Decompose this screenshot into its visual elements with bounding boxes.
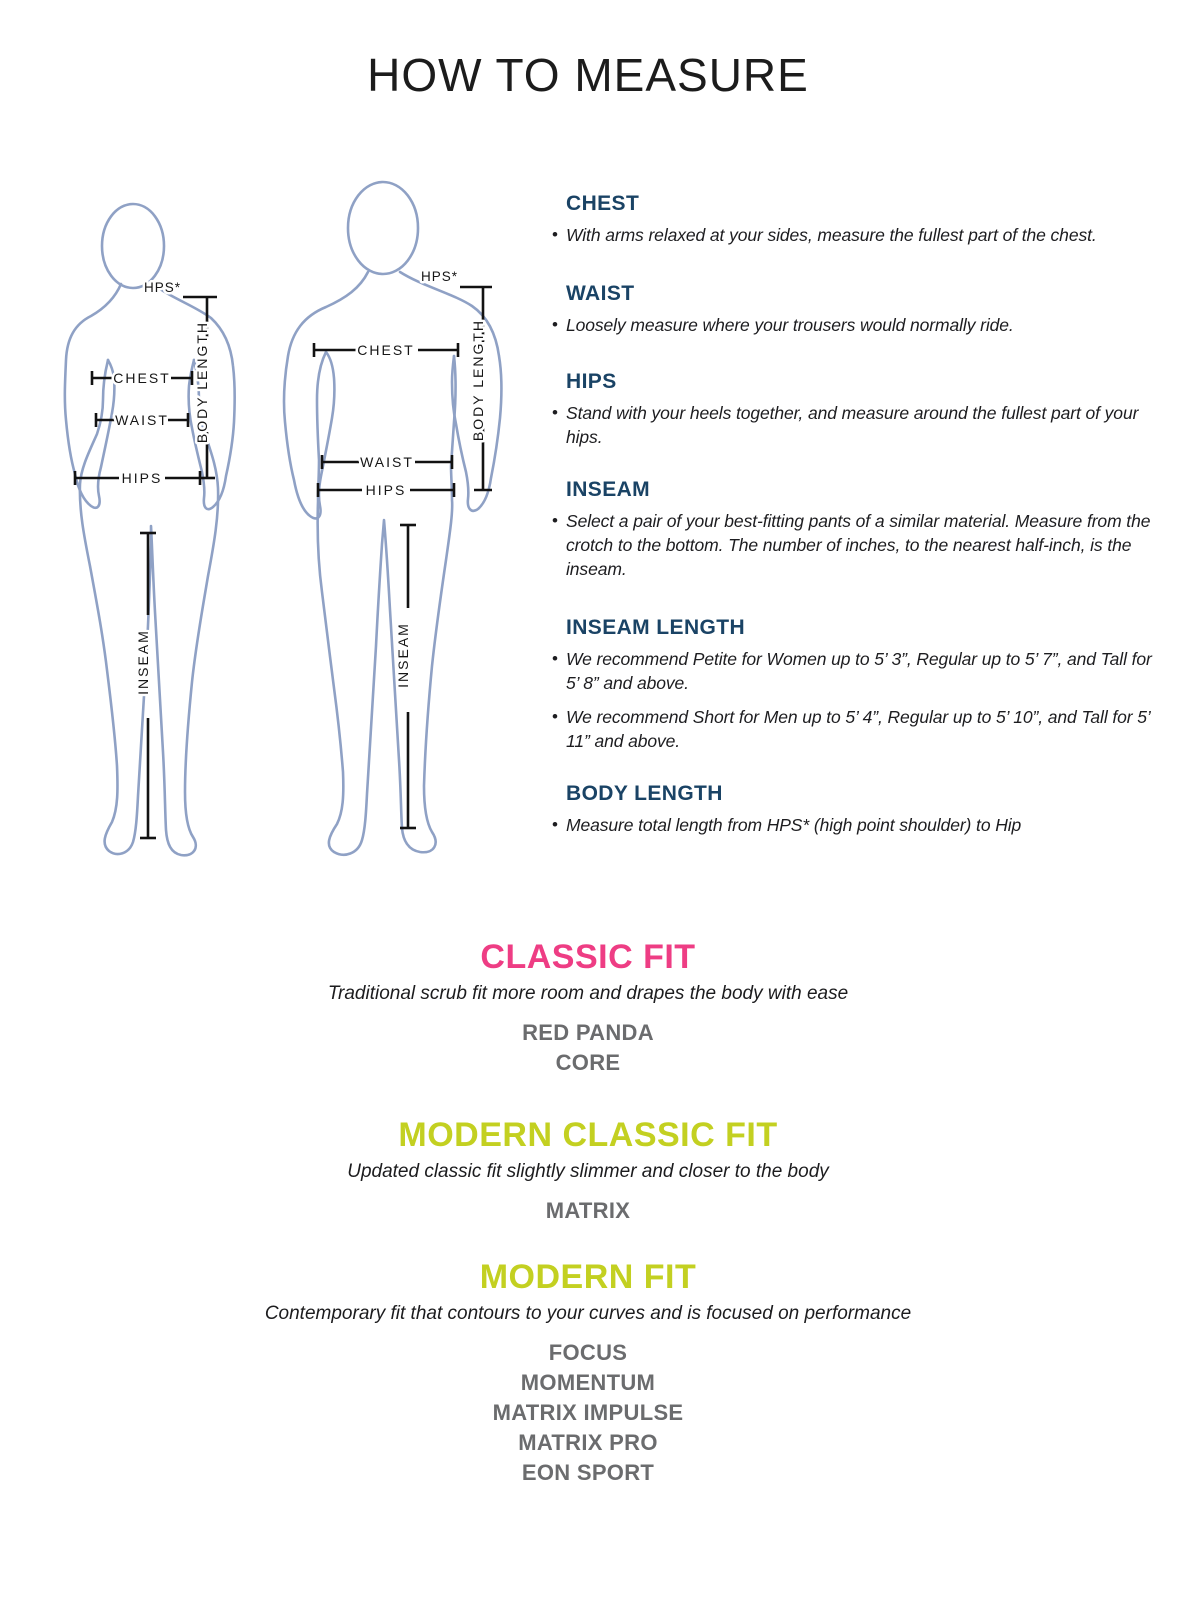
male-chest-label: CHEST [357, 342, 415, 358]
bullet-item [552, 647, 1164, 695]
bullet-text: We recommend Short for Men up to 5’ 4”, Regular up to 5’ 10”, and Tall for 5’ 11” and above. [566, 707, 1150, 752]
bullet-text: Loosely measure where your trousers would normally ride. [566, 315, 1014, 335]
product-line: CORE [555, 1050, 621, 1075]
product-line: MOMENTUM [520, 1370, 656, 1395]
section-inseam [552, 478, 1164, 591]
fit-classic-description: Traditional scrub fit more room and drapes the body with ease [327, 983, 849, 1004]
male-body-length-label: BODY LENGTH [470, 318, 486, 442]
bullet-item [552, 705, 1164, 753]
product-line: FOCUS [548, 1340, 628, 1365]
male-head [348, 182, 418, 274]
fit-modern-classic [0, 1118, 1176, 1226]
bullet-item [552, 313, 1164, 337]
section-inseam-length-heading: INSEAM LENGTH [566, 616, 746, 639]
bullet-item [552, 813, 1164, 837]
fit-classic-lines [0, 1018, 1176, 1078]
fit-classic [0, 940, 1176, 1078]
bullet-dot: • [552, 649, 558, 668]
section-chest [552, 192, 1164, 257]
bullet-text: Select a pair of your best-fitting pants of a similar material. Measure from the crotch to the bottom. The number of inches, to the nearest half-inch, is the inseam. [566, 511, 1151, 580]
section-chest-heading: CHEST [566, 192, 640, 215]
fit-modern-lines [0, 1338, 1176, 1488]
fit-modern-classic-name: MODERN CLASSIC FIT [398, 1116, 778, 1154]
section-hips [552, 370, 1164, 459]
section-waist [552, 282, 1164, 347]
male-body-outline [284, 182, 501, 855]
fit-modern [0, 1260, 1176, 1488]
male-waist-label: WAIST [360, 454, 414, 470]
product-line: RED PANDA [522, 1020, 654, 1045]
fit-modern-classic-lines [0, 1196, 1176, 1226]
product-line: EON SPORT [521, 1460, 655, 1485]
product-line: MATRIX IMPULSE [492, 1400, 684, 1425]
section-inseam-heading: INSEAM [566, 478, 651, 501]
bullet-dot: • [552, 707, 558, 727]
section-hips-heading: HIPS [566, 370, 617, 393]
fit-modern-description: Contemporary fit that contours to your curves and is focused on performance [264, 1303, 912, 1324]
product-line: MATRIX [545, 1198, 631, 1223]
female-inseam-label: INSEAM [135, 629, 151, 695]
female-hips-label: HIPS [121, 470, 163, 486]
female-measurement-marks [75, 280, 217, 838]
bullet-item [552, 223, 1164, 247]
bullet-text: With arms relaxed at your sides, measure the fullest part of the chest. [566, 225, 1097, 245]
bullet-dot: • [552, 315, 558, 334]
female-head [102, 204, 164, 288]
male-hps-label: HPS* [420, 269, 458, 284]
bullet-dot: • [552, 403, 558, 422]
bullet-item [552, 509, 1164, 581]
female-body-length-label: BODY LENGTH [194, 320, 210, 444]
section-body-length-heading: BODY LENGTH [566, 782, 723, 805]
fit-modern-name: MODERN FIT [479, 1258, 697, 1296]
female-waist-label: WAIST [115, 412, 169, 428]
bullet-text: Stand with your heels together, and measure around the fullest part of your hips. [566, 403, 1139, 448]
fit-modern-classic-description: Updated classic fit slightly slimmer and closer to the body [347, 1161, 829, 1182]
male-figure [270, 160, 530, 870]
bullet-dot: • [552, 511, 558, 530]
female-body-outline [65, 204, 235, 855]
section-waist-heading: WAIST [566, 282, 635, 305]
female-chest-label: CHEST [113, 370, 171, 386]
section-inseam-length [552, 616, 1164, 764]
section-body-length [552, 782, 1164, 847]
bullet-text: Measure total length from HPS* (high point shoulder) to Hip [566, 815, 1022, 835]
page-title: HOW TO MEASURE [367, 49, 809, 101]
bullet-item [552, 401, 1164, 449]
female-figure [55, 170, 305, 870]
male-hips-label: HIPS [365, 482, 407, 498]
product-line: MATRIX PRO [518, 1430, 658, 1455]
bullet-dot: • [552, 225, 558, 244]
male-inseam-label: INSEAM [395, 622, 411, 688]
bullet-dot: • [552, 815, 558, 834]
female-hps-label: HPS* [143, 280, 181, 295]
bullet-text: We recommend Petite for Women up to 5’ 3”, Regular up to 5’ 7”, and Tall for 5’ 8” and above. [566, 649, 1152, 694]
fit-classic-name: CLASSIC FIT [480, 938, 696, 976]
